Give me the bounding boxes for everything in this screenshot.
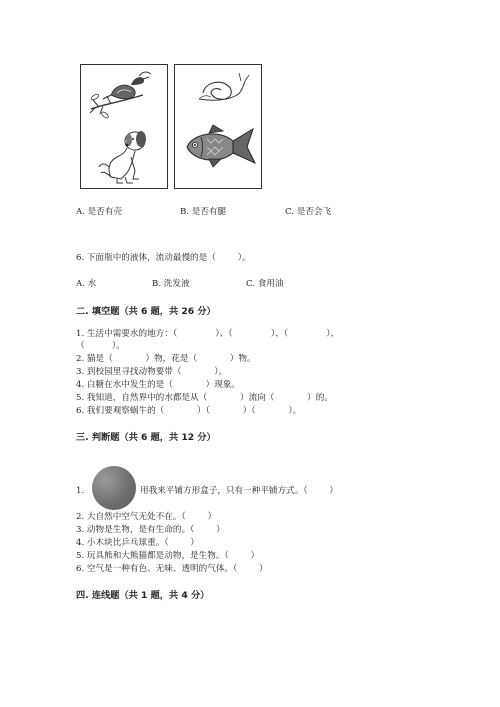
judge-line-4: 4. 小木块比乒乓球重。（ ） bbox=[76, 538, 200, 548]
left-picture-drawing bbox=[81, 65, 167, 188]
section3-heading: 三. 判断题（共 6 题，共 12 分） bbox=[76, 432, 216, 443]
q6-option-c[interactable]: C. 食用油 bbox=[246, 279, 284, 289]
ball-image bbox=[92, 466, 136, 510]
judge-line-3: 3. 动物是生物，是有生命的。（ ） bbox=[76, 525, 225, 535]
q6-question: 6. 下面瓶中的液体，流动最慢的是（ ）。 bbox=[76, 253, 251, 263]
fill-line-2: 2. 猫是（ ）物，花是（ ）物。 bbox=[76, 354, 256, 364]
fill-line-3: 3. 到校园里寻找动物要带（ ）。 bbox=[76, 367, 228, 377]
fill-line-6: 6. 我们要观察蜗牛的（ ）（ ）（ ）。 bbox=[76, 406, 302, 416]
goldfish-image bbox=[187, 125, 255, 167]
q5-option-b[interactable]: B. 是否有腿 bbox=[180, 207, 227, 217]
fill-line-1-cont: （ ）。 bbox=[76, 341, 125, 351]
snail-image bbox=[199, 73, 249, 100]
bird-on-branch-image bbox=[90, 72, 151, 119]
q5-option-a[interactable]: A. 是否有壳 bbox=[76, 207, 123, 217]
judge-line-5: 5. 玩具熊和大熊猫都是动物，是生物。（ ） bbox=[76, 551, 260, 561]
puppy-image bbox=[99, 131, 146, 183]
judge-line-6: 6. 空气是一种有色、无味、透明的气体。（ ） bbox=[76, 564, 268, 574]
left-picture-frame bbox=[80, 64, 168, 189]
fill-line-4: 4. 白糖在水中发生的是（ ）现象。 bbox=[76, 380, 241, 390]
section2-heading: 二. 填空题（共 6 题，共 26 分） bbox=[76, 306, 216, 317]
fill-line-5: 5. 我知道，自然界中的水都是从（ ）流向（ ）的。 bbox=[76, 393, 333, 403]
q5-option-c[interactable]: C. 是否会飞 bbox=[285, 207, 332, 217]
fill-line-1: 1. 生活中需要水的地方：（ ）、（ ）、（ ）、 bbox=[76, 329, 340, 339]
right-picture-frame bbox=[174, 64, 262, 189]
q6-option-b[interactable]: B. 洗发液 bbox=[152, 279, 190, 289]
judge-q1-number: 1. bbox=[76, 486, 85, 496]
section4-heading: 四. 连线题（共 1 题，共 4 分） bbox=[76, 590, 210, 601]
q6-option-a[interactable]: A. 水 bbox=[76, 279, 97, 289]
judge-line-2: 2. 大自然中空气无处不在。（ ） bbox=[76, 512, 217, 522]
right-picture-drawing bbox=[175, 65, 261, 188]
judge-q1-text: 用我来平铺方形盒子，只有一种平铺方式。（ ） bbox=[140, 486, 339, 496]
